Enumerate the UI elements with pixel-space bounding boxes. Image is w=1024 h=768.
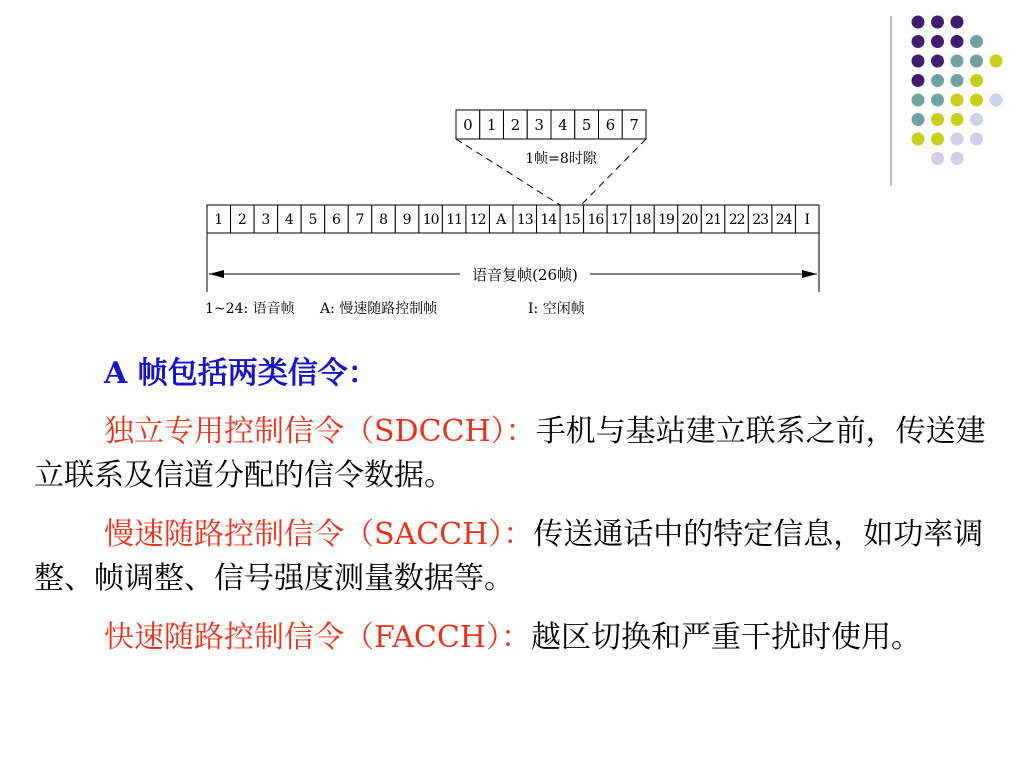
slot-label: 4 <box>558 116 568 134</box>
multiframe-label: A <box>496 212 507 228</box>
span-arrow-head-left <box>209 270 224 278</box>
facch-desc: 越区切换和严重干扰时使用。 <box>530 620 921 655</box>
slot-label: 5 <box>581 116 592 134</box>
multiframe-cells <box>207 205 819 233</box>
slot-label: 7 <box>629 116 639 134</box>
multiframe-label: 9 <box>402 212 412 228</box>
heading-line <box>34 352 1009 396</box>
sdcch-desc: 手机与基站建立联系之前，传送建立联系及信道分配的信令数据。 <box>34 414 986 493</box>
slot-label: 6 <box>605 116 616 134</box>
tdma-frame-diagram <box>0 0 1024 330</box>
multiframe-label: 15 <box>563 212 580 228</box>
facch-paragraph <box>34 616 1009 660</box>
span-arrow-head-right <box>802 270 817 278</box>
multiframe-label: 1 <box>214 212 224 228</box>
legend-idle: I: 空闲帧 <box>528 301 585 317</box>
span-label: 语音复帧(26帧) <box>472 266 578 284</box>
multiframe-label: I <box>804 212 810 228</box>
multiframe-label: 7 <box>355 212 365 228</box>
heading-text: 帧包括两类信令： <box>127 356 378 391</box>
slot-label: 2 <box>510 116 521 134</box>
slot-label: 0 <box>463 116 473 134</box>
multiframe-label: 8 <box>379 212 388 228</box>
multiframe-label: 6 <box>332 212 341 228</box>
sacch-paragraph <box>34 513 1009 601</box>
multiframe-label: 4 <box>284 212 294 228</box>
sdcch-term: 独立专用控制信令（SDCCH）： <box>104 414 536 449</box>
sacch-desc: 传送通话中的特定信息，如功率调整、帧调整、信号强度测量数据等。 <box>34 517 984 596</box>
multiframe-label: 22 <box>728 212 745 228</box>
facch-term: 快速随路控制信令（FACCH）： <box>104 620 531 655</box>
multiframe-label: 10 <box>422 212 439 228</box>
multiframe-label: 5 <box>308 212 318 228</box>
sdcch-paragraph <box>34 410 1009 498</box>
multiframe-label: 2 <box>237 212 247 228</box>
multiframe-label: 12 <box>469 212 486 228</box>
multiframe-label: 14 <box>540 212 557 228</box>
multiframe-label: 16 <box>587 212 604 228</box>
legend-sacch: A: 慢速随路控制帧 <box>320 301 438 317</box>
multiframe-label: 20 <box>681 212 698 228</box>
multiframe-label: 17 <box>611 212 627 228</box>
multiframe-label: 23 <box>752 212 769 228</box>
multiframe-label: 24 <box>775 212 792 228</box>
frame-label: 1帧=8时隙 <box>525 151 597 167</box>
multiframe-label: 13 <box>516 212 533 228</box>
heading-prefix: A <box>104 356 128 391</box>
multiframe-label: 18 <box>634 212 651 228</box>
multiframe-label: 19 <box>658 212 674 228</box>
slot-label: 1 <box>486 116 497 134</box>
legend-voice: 1~24: 语音帧 <box>205 301 295 317</box>
multiframe-label: 21 <box>705 212 721 228</box>
slot-label: 3 <box>534 116 544 134</box>
sacch-term: 慢速随路控制信令（SACCH）： <box>104 517 534 552</box>
multiframe-label: 11 <box>446 212 463 228</box>
frame-slots <box>456 110 646 139</box>
multiframe-label: 3 <box>261 212 271 228</box>
